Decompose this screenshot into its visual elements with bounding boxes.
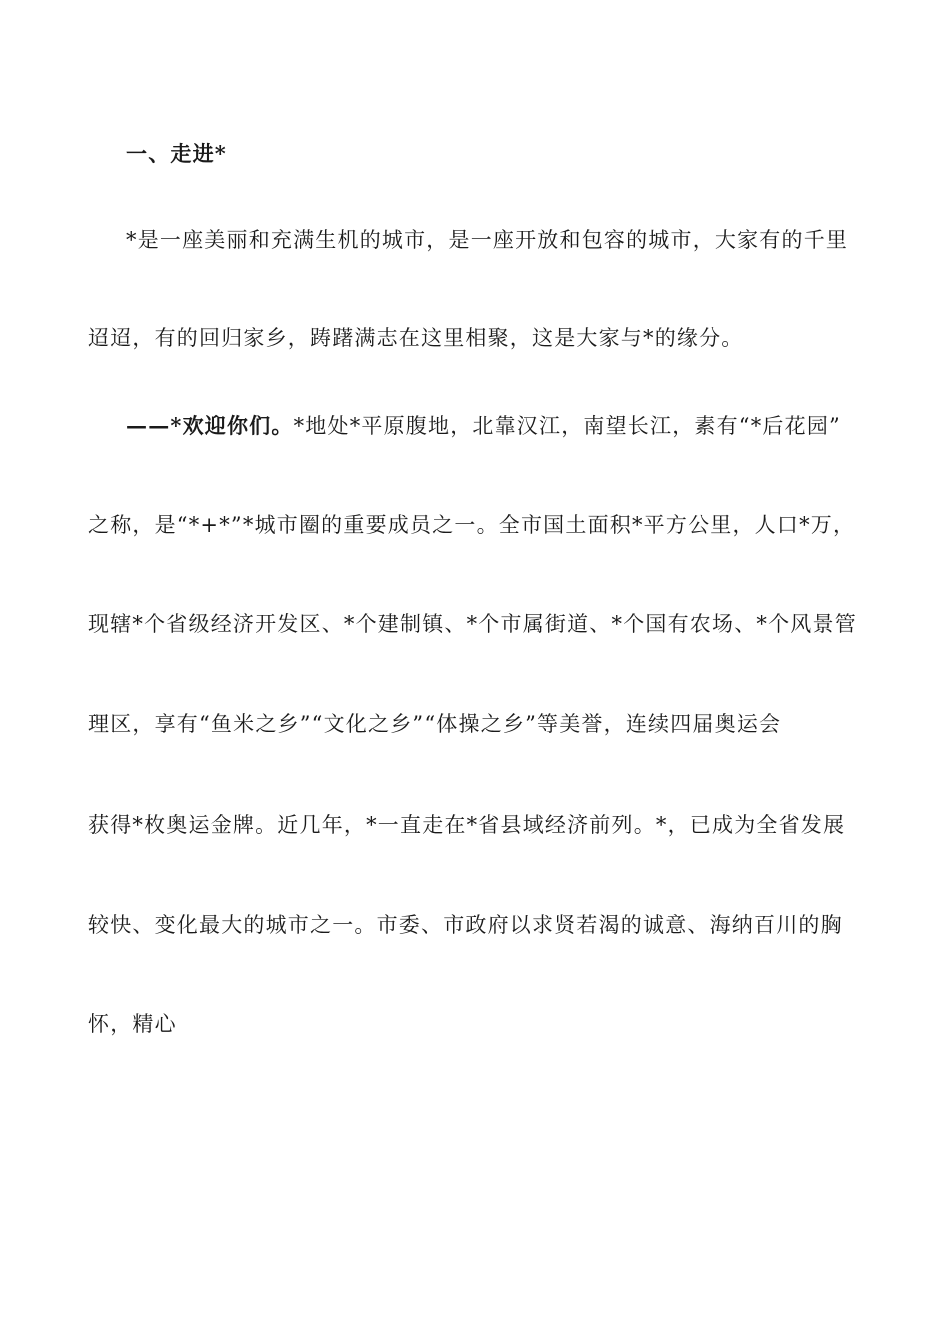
paragraph-1-line-2: 迢迢，有的回归家乡，踌躇满志在这里相聚，这是大家与*的缘分。 bbox=[88, 326, 744, 350]
paragraph-2-line-7: 怀，精心 bbox=[88, 1012, 177, 1036]
paragraph-2-line-6: 较快、变化最大的城市之一。市委、市政府以求贤若渴的诚意、海纳百川的胸 bbox=[88, 913, 843, 937]
paragraph-2-lead: ——*欢迎你们。 bbox=[126, 413, 294, 438]
paragraph-2-line-5: 获得*枚奥运金牌。近几年，*一直走在*省县域经济前列。*，已成为全省发展 bbox=[88, 813, 846, 837]
section-heading: 一、走进* bbox=[126, 141, 227, 166]
paragraph-1-line-1: *是一座美丽和充满生机的城市，是一座开放和包容的城市，大家有的千里 bbox=[126, 228, 849, 252]
paragraph-2-line-4: 理区，享有“鱼米之乡”“文化之乡”“体操之乡”等美誉，连续四届奥运会 bbox=[88, 712, 782, 736]
paragraph-2-line-1 bbox=[126, 411, 916, 441]
paragraph-2-line-2: 之称，是“*+*”*城市圈的重要成员之一。全市国土面积*平方公里，人口*万， bbox=[88, 513, 856, 537]
paragraph-2-line-1-text: *地处*平原腹地，北靠汉江，南望长江，素有“*后花园” bbox=[293, 414, 841, 438]
paragraph-2-line-3: 现辖*个省级经济开发区、*个建制镇、*个市属街道、*个国有农场、*个风景管 bbox=[88, 612, 857, 636]
